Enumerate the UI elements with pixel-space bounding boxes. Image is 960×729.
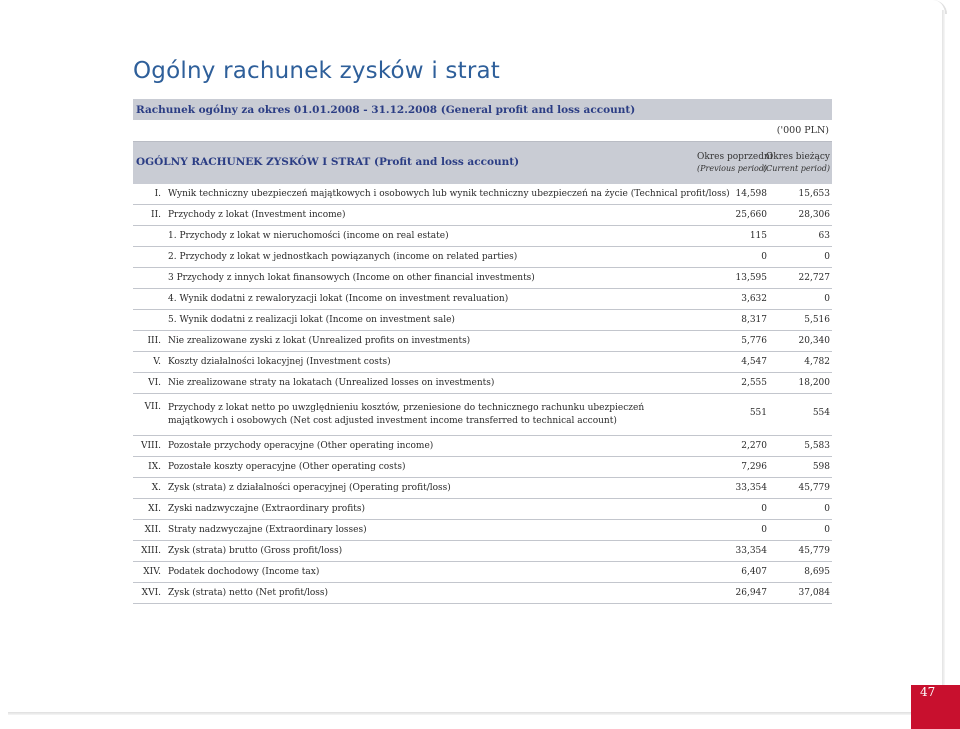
row-number: VI.: [148, 378, 161, 388]
table-row: [133, 499, 832, 520]
row-value-previous: 0: [761, 252, 767, 262]
row-label: Przychody z lokat (Investment income): [168, 210, 346, 220]
row-number: XIV.: [143, 567, 161, 577]
row-value-previous: 3,632: [741, 294, 767, 304]
row-value-previous: 26,947: [735, 588, 767, 598]
column-header-current: [760, 151, 830, 175]
period-title-bar: [133, 99, 832, 120]
table-row: [133, 310, 832, 331]
row-value-previous: 6,407: [741, 567, 767, 577]
row-label: Zysk (strata) netto (Net profit/loss): [168, 588, 329, 598]
row-label: 5. Wynik dodatni z realizacji lokat (Income on investment sale): [168, 315, 455, 325]
period-title: Rachunek ogólny za okres 01.01.2008 - 31.12.2008 (General profit and loss account): [136, 103, 636, 116]
row-label: Podatek dochodowy (Income tax): [168, 567, 320, 577]
row-number: IX.: [148, 462, 161, 472]
row-label: Nie zrealizowane zyski z lokat (Unrealized profits on investments): [168, 336, 471, 346]
row-number: XII.: [144, 525, 161, 535]
table-row: [133, 226, 832, 247]
row-value-current: 45,779: [798, 546, 830, 556]
row-value-current: 0: [824, 252, 830, 262]
row-number: XIII.: [141, 546, 161, 556]
row-value-current: 28,306: [798, 210, 830, 220]
table-row: [133, 268, 832, 289]
row-number: XI.: [148, 504, 161, 514]
row-value-current: 22,727: [798, 273, 830, 283]
row-value-previous: 2,270: [741, 441, 767, 451]
row-label: Pozostałe koszty operacyjne (Other operating costs): [168, 462, 406, 472]
page-number: 47: [920, 685, 936, 699]
row-value-previous: 5,776: [741, 336, 767, 346]
row-value-previous: 33,354: [735, 483, 767, 493]
row-number: V.: [153, 357, 161, 367]
row-label: 3 Przychody z innych lokat finansowych (Income on other financial investments): [168, 273, 535, 283]
row-value-previous: 8,317: [741, 315, 767, 325]
row-number: I.: [154, 189, 161, 199]
unit-label: ('000 PLN): [776, 125, 829, 136]
column-header-previous-sub: (Previous period): [697, 164, 768, 173]
row-label: Zysk (strata) z działalności operacyjnej (Operating profit/loss): [168, 483, 451, 493]
page-corner-decoration: [905, 0, 947, 14]
row-number: II.: [151, 210, 161, 220]
row-value-current: 554: [812, 408, 830, 418]
table-row: [133, 583, 832, 604]
column-header-current-sub: (Current period): [763, 164, 830, 173]
column-header-current-label: Okres bieżący: [765, 152, 830, 162]
row-value-current: 4,782: [804, 357, 830, 367]
row-label: Nie zrealizowane straty na lokatach (Unrealized losses on investments): [168, 378, 495, 388]
row-value-current: 0: [824, 525, 830, 535]
table-row: [133, 184, 832, 205]
page-number-badge: [911, 685, 960, 729]
table-header: [133, 142, 832, 184]
row-label: Straty nadzwyczajne (Extraordinary losses): [168, 525, 367, 535]
table-row: [133, 394, 832, 436]
row-value-current: 20,340: [798, 336, 830, 346]
row-label: Pozostałe przychody operacyjne (Other operating income): [168, 441, 434, 451]
row-label: 4. Wynik dodatni z rewaloryzacji lokat (Income on investment revaluation): [168, 294, 509, 304]
table-row: [133, 436, 832, 457]
row-value-current: 63: [818, 231, 830, 241]
table-row: [133, 562, 832, 583]
row-number: VIII.: [140, 441, 161, 451]
row-label: Koszty działalności lokacyjnej (Investment costs): [168, 357, 391, 367]
row-value-current: 37,084: [798, 588, 830, 598]
row-number: XVI.: [141, 588, 161, 598]
table-row: [133, 478, 832, 499]
table-row: [133, 247, 832, 268]
table-row: [133, 457, 832, 478]
row-value-current: 5,516: [804, 315, 830, 325]
row-label: 2. Przychody z lokat w jednostkach powiązanych (income on related parties): [168, 252, 518, 262]
table-row: [133, 373, 832, 394]
table-row: [133, 352, 832, 373]
row-number: III.: [147, 336, 161, 346]
row-value-previous: 13,595: [735, 273, 767, 283]
row-value-previous: 33,354: [735, 546, 767, 556]
row-number: X.: [151, 483, 161, 493]
row-value-previous: 7,296: [741, 462, 767, 472]
row-label: Zysk (strata) brutto (Gross profit/loss): [168, 546, 343, 556]
row-value-previous: 25,660: [735, 210, 767, 220]
page-title: Ogólny rachunek zysków i strat: [133, 58, 501, 84]
row-value-previous: 551: [749, 408, 767, 418]
row-value-current: 18,200: [798, 378, 830, 388]
page-edge-bottom: [8, 712, 940, 715]
row-label: 1. Przychody z lokat w nieruchomości (income on real estate): [168, 231, 449, 241]
table-row: [133, 520, 832, 541]
table-row: [133, 289, 832, 310]
row-value-current: 5,583: [804, 441, 830, 451]
table-body: [133, 184, 832, 604]
table-row: [133, 205, 832, 226]
column-header-previous-label: Okres poprzedni: [697, 152, 773, 162]
row-label: Zyski nadzwyczajne (Extraordinary profits): [168, 504, 365, 514]
row-value-current: 0: [824, 504, 830, 514]
row-value-previous: 2,555: [741, 378, 767, 388]
row-label: Przychody z lokat netto po uwzględnieniu kosztów, przeniesione do technicznego rachunku ubezpieczeń majątkowych i osobowych (Net cost adjusted investment income transferred to technical account): [168, 403, 645, 426]
table-row: [133, 541, 832, 562]
row-value-current: 598: [812, 462, 830, 472]
row-value-previous: 4,547: [741, 357, 767, 367]
unit-row: [133, 120, 832, 142]
row-value-previous: 0: [761, 504, 767, 514]
row-value-previous: 115: [749, 231, 767, 241]
row-number: VII.: [144, 402, 161, 412]
row-value-current: 0: [824, 294, 830, 304]
row-value-current: 45,779: [798, 483, 830, 493]
table-row: [133, 331, 832, 352]
row-value-previous: 0: [761, 525, 767, 535]
page-edge-right: [942, 10, 945, 710]
row-value-previous: 14,598: [735, 189, 767, 199]
table-title: OGÓLNY RACHUNEK ZYSKÓW I STRAT (Profit and loss account): [136, 156, 520, 168]
column-header-previous: [697, 151, 773, 175]
row-label: Wynik techniczny ubezpieczeń majątkowych i osobowych lub wynik techniczny ubezpieczeń na życie (Technical profit/loss): [168, 189, 730, 199]
row-value-current: 8,695: [804, 567, 830, 577]
row-value-current: 15,653: [798, 189, 830, 199]
